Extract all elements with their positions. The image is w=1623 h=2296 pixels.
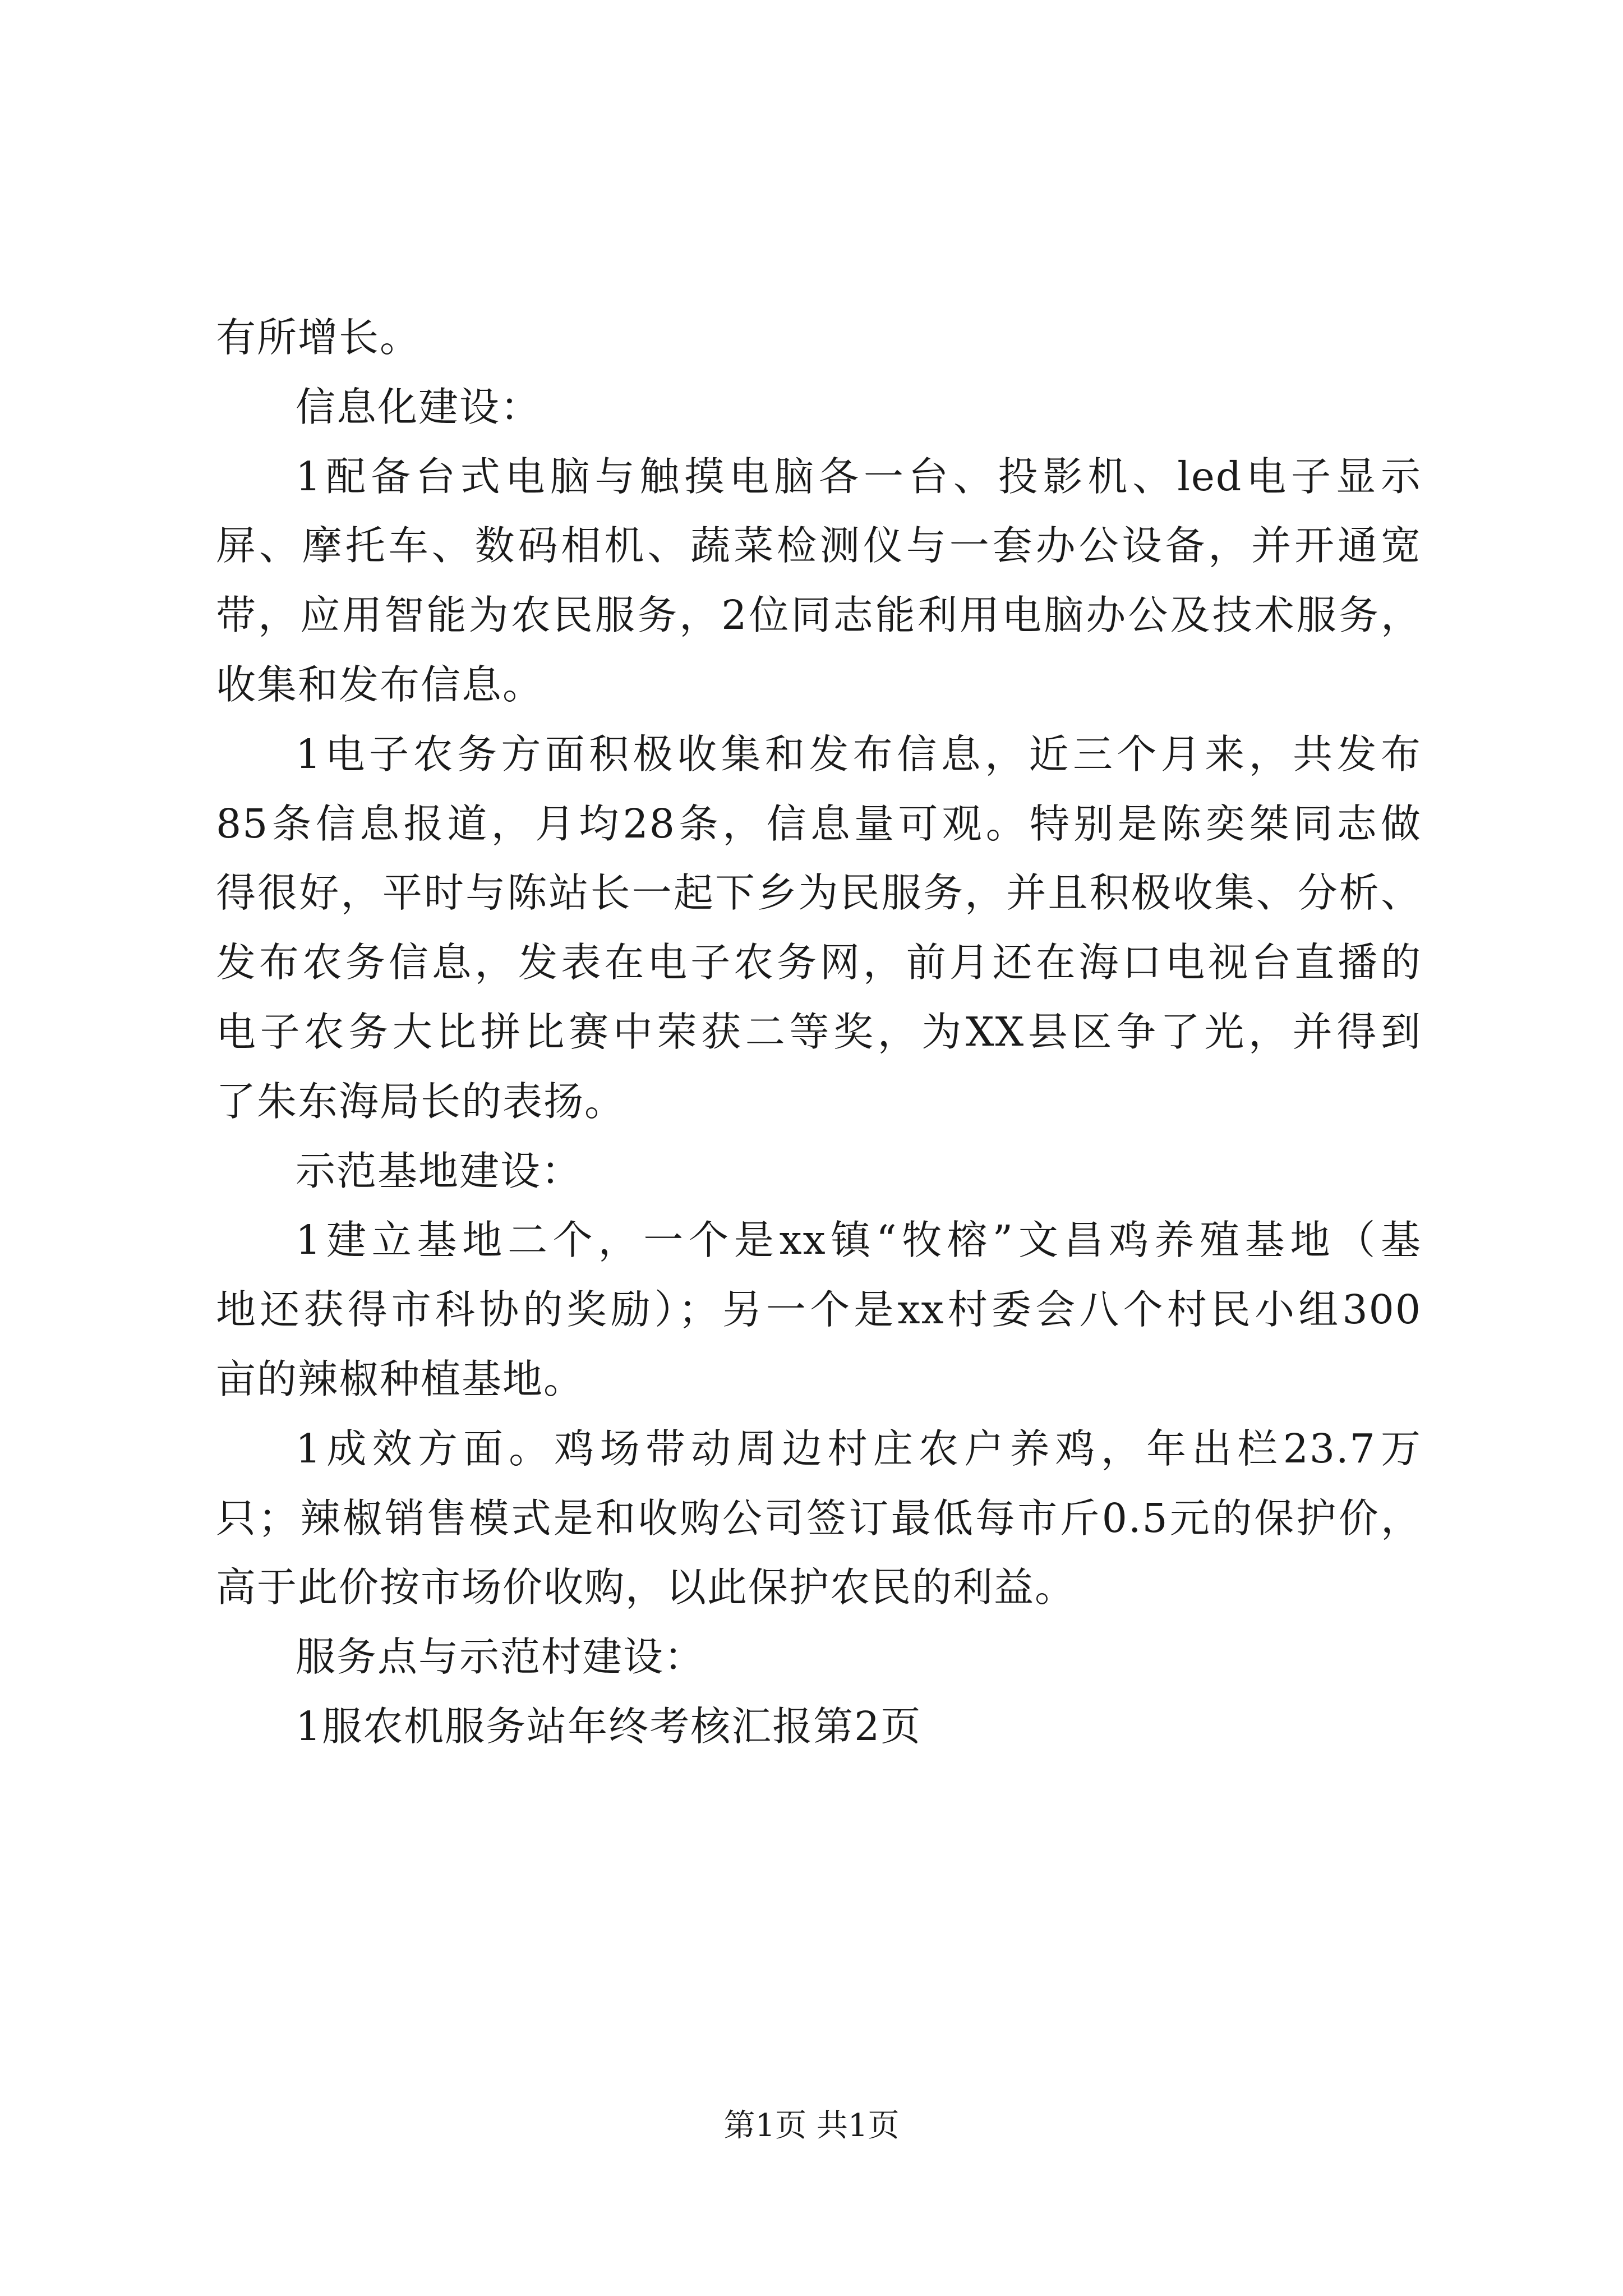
text-line: 1建立基地二个，一个是xx镇“牧榕”文昌鸡养殖基地（基 xyxy=(296,1217,1422,1264)
text-line: 带，应用智能为农民服务，2位同志能利用电脑办公及技术服务， xyxy=(216,592,1422,639)
section-heading: 信息化建设： xyxy=(296,383,542,430)
text-line: 1服农机服务站年终考核汇报第2页 xyxy=(296,1703,922,1750)
text-line: 有所增长。 xyxy=(216,314,421,361)
text-line: 发布农务信息，发表在电子农务网，前月还在海口电视台直播的 xyxy=(216,939,1422,986)
text-line: 了朱东海局长的表扬。 xyxy=(216,1078,626,1125)
text-line: 1成效方面。鸡场带动周边村庄农户养鸡，年出栏23.7万 xyxy=(296,1425,1422,1472)
text-line: 收集和发布信息。 xyxy=(216,661,544,708)
text-line: 1电子农务方面积极收集和发布信息，近三个月来，共发布 xyxy=(296,730,1422,777)
text-line: 电子农务大比拼比赛中荣获二等奖，为XX县区争了光，并得到 xyxy=(216,1008,1422,1055)
section-heading: 示范基地建设： xyxy=(296,1147,583,1194)
text-line: 地还获得市科协的奖励）；另一个是xx村委会八个村民小组300 xyxy=(216,1286,1422,1333)
page-footer: 第1页 共1页 xyxy=(723,2108,900,2144)
text-line: 85条信息报道，月均28条，信息量可观。特别是陈奕桀同志做 xyxy=(216,800,1422,847)
text-line: 亩的辣椒种植基地。 xyxy=(216,1355,585,1402)
text-line: 1配备台式电脑与触摸电脑各一台、投影机、led电子显示 xyxy=(296,453,1422,500)
text-line: 高于此价按市场价收购，以此保护农民的利益。 xyxy=(216,1564,1076,1611)
text-line: 屏、摩托车、数码相机、蔬菜检测仪与一套办公设备，并开通宽 xyxy=(216,522,1422,569)
text-line: 得很好，平时与陈站长一起下乡为民服务，并且积极收集、分析、 xyxy=(216,869,1422,917)
document-body xyxy=(216,303,1422,1761)
section-heading: 服务点与示范村建设： xyxy=(296,1634,706,1681)
text-line: 只；辣椒销售模式是和收购公司签订最低每市斤0.5元的保护价， xyxy=(216,1494,1422,1542)
